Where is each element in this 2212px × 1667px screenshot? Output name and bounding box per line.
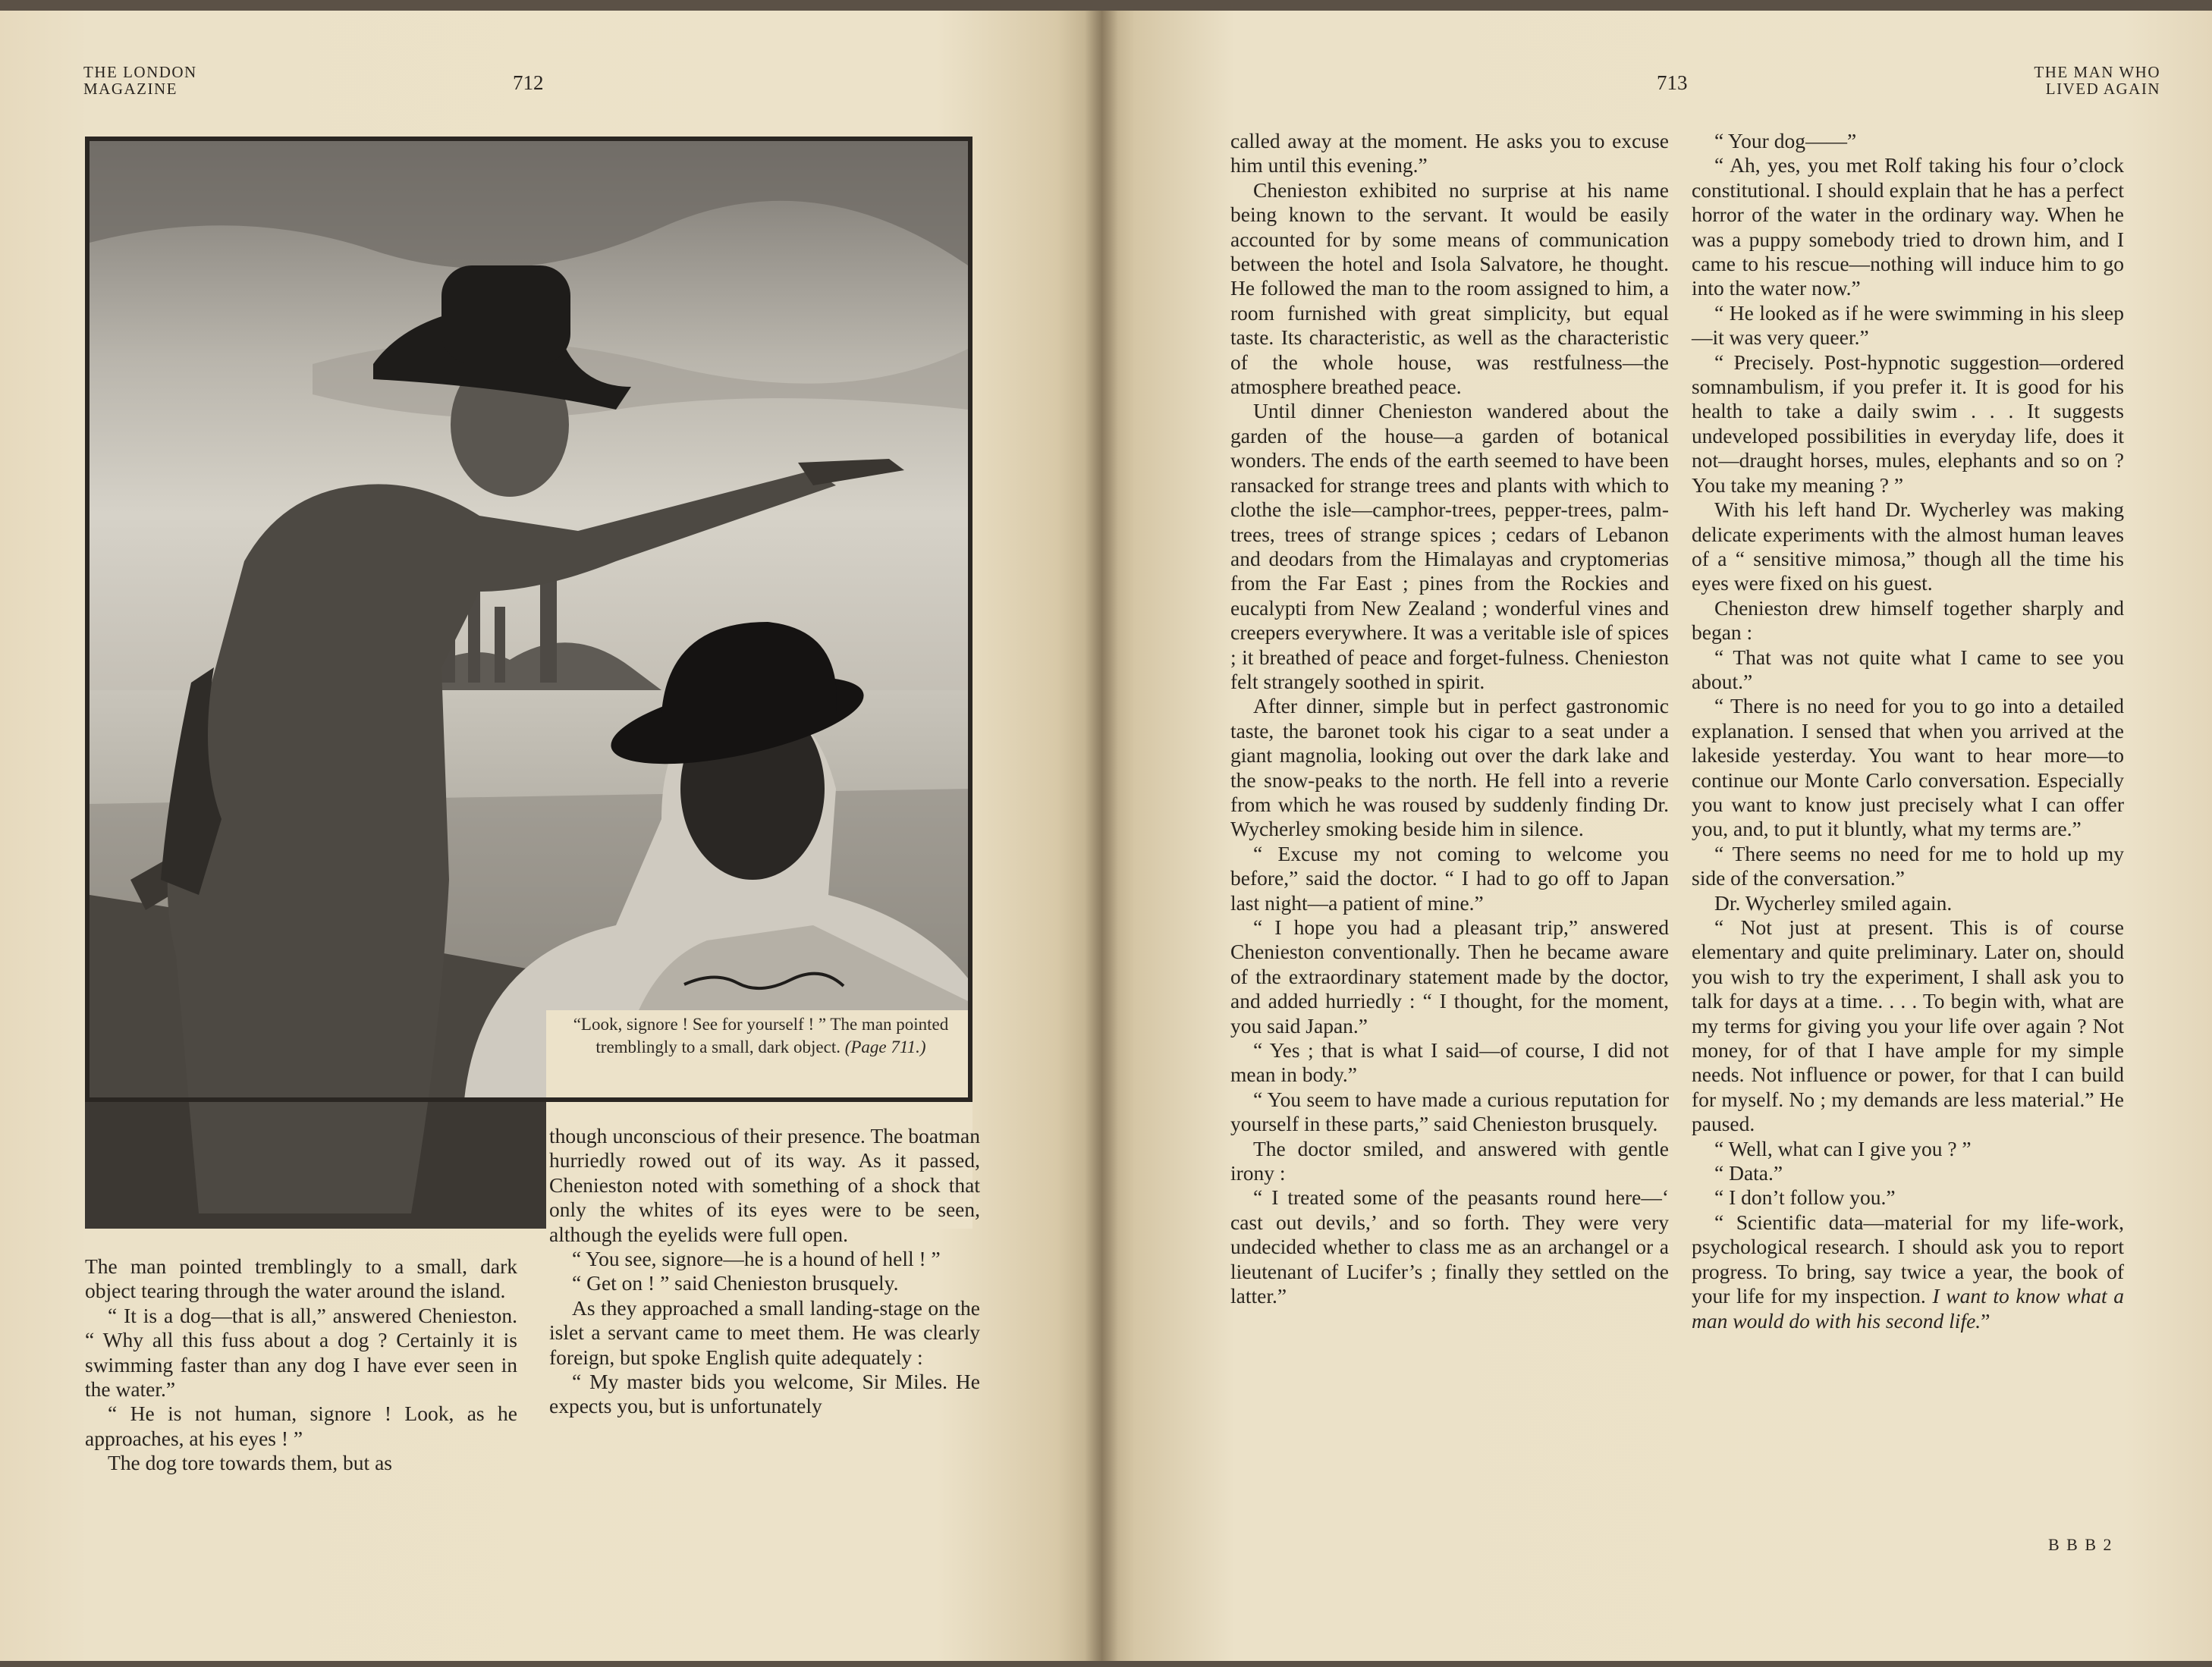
illustration-caption [546,1013,976,1059]
paragraph: The doctor smiled, and answered with gentle irony : [1230,1136,1669,1185]
page-number-left: 712 [513,71,544,94]
caption-page-reference: (Page 711.) [844,1038,926,1056]
paragraph: “ Ah, yes, you met Rolf taking his four o’clock constitutional. I should explain that he has a perfect horror of the water in the ordinary way. When he was a puppy somebody tried to drown him, and I came to his rescue—nothing will induce him to go into the water now.” [1692,153,2124,300]
left-page-column-2 [549,1124,980,1419]
paragraph: “ You seem to have made a curious reputation for yourself in these parts,” said Chenieston brusquely. [1230,1087,1669,1136]
paragraph: “ That was not quite what I came to see you about.” [1692,645,2124,693]
caption-quote: “Look, signore ! See for yourself ! ” The man pointed tremblingly to a small, dark object. [573,1015,949,1056]
illustration-plate [85,137,972,1229]
paragraph: “ Well, what can I give you ? ” [1714,1136,1972,1160]
paragraph: With his left hand Dr. Wycherley was making delicate experiments with the almost human leaves of a “ sensitive mimosa,” though all the time his eyes were fixed on his guest. [1692,498,2124,595]
boatman-illustration [85,137,972,1229]
paragraph: “ Data.” [1714,1161,1783,1185]
paragraph: “ Excuse my not coming to welcome you before,” said the doctor. “ I had to go off to Japan last night—a patient of mine.” [1230,841,1669,915]
right-page [1101,11,2212,1661]
paragraph: Chenieston exhibited no surprise at his name being known to the servant. It would be easily accounted for by some means of communication between the hotel and Isola Salvatore, he thought. He followed the man to the room assigned to him, a room furnished with great simplicity, but equal taste. Its characteristic, as well as the characteristic of the whole house, was restfulness—the atmosphere breathed peace. [1230,177,1669,399]
book-gutter [1085,11,1118,1661]
running-head-left [83,64,197,97]
paragraph: “ Yes ; that is what I said—of course, I did not mean in body.” [1230,1038,1669,1087]
paragraph: “ Get on ! ” said Chenieston brusquely. [572,1271,899,1295]
right-page-column-2 [1692,129,2124,1333]
paragraph: “ Your dog——” [1714,129,1857,152]
left-page [0,11,1101,1661]
paragraph: “ It is a dog—that is all,” answered Chenieston. “ Why all this fuss about a dog ? Certainly it is swimming faster than any dog I have ever seen in the water.” [85,1303,517,1402]
paragraph: “ I hope you had a pleasant trip,” answered Chenieston conventionally. Then he became aware of the extraordinary statement made by the doctor, and added hurriedly : “ I thought, for the moment, you said Japan.” [1230,915,1669,1038]
paragraph: though unconscious of their presence. The boatman hurriedly rowed out of its way. As it passed, Chenieston noted with something of a shock that only the whites of its eyes were to be seen, although the eyelids were full open. [549,1124,980,1246]
paragraph: “ Precisely. Post-hypnotic suggestion—ordered somnambulism, if you prefer it. It is good for his health to take a daily swim . . . It suggests undeveloped possibilities in everyday life, does it not—draught horses, mules, elephants and so on ? You take my meaning ? ” [1692,350,2124,497]
paragraph: “ He is not human, signore ! Look, as he approaches, at his eyes ! ” [85,1402,517,1450]
paragraph: Until dinner Chenieston wandered about the garden of the house—a garden of botanical wonders. The ends of the earth seemed to have been ransacked for strange trees and plants with which to clothe the isle—camphor-trees, pepper-trees, palm-trees, trees of strange spices ; cedars of Lebanon and deodars from the Himalayas and cryptomerias from the Far East ; pines from the Rockies and eucalypti from New Zealand ; wonderful vines and creepers everywhere. It was a veritable isle of spices ; it breathed of peace and forget-fulness. Chenieston felt strangely soothed in spirit. [1230,399,1669,693]
running-head-right-line1: THE MAN WHO [2034,63,2160,81]
closing-italic-sentence: I want to know what a man would do with his second life. [1692,1284,2125,1333]
paragraph: “ You see, signore—he is a hound of hell ! ” [572,1247,941,1271]
paragraph: “ There seems no need for me to hold up my side of the conversation.” [1692,841,2124,890]
paragraph: “ I treated some of the peasants round here—‘ cast out devils,’ and so forth. They were very undecided whether to class me as an archangel or a lieutenant of Lucifer’s ; finally they settled on the latter.” [1230,1185,1669,1308]
paragraph: Dr. Wycherley smiled again. [1714,890,1953,915]
page-number-right: 713 [1657,71,1688,94]
left-page-column-1 [85,1254,517,1476]
running-head-left-line2: MAGAZINE [83,80,178,98]
paragraph: After dinner, simple but in perfect gastronomic taste, the baronet took his cigar to a seat under a giant magnolia, looking out over the dark lake and the snow-peaks to the north. He fell into a reverie from which he was roused by suddenly finding Dr. Wycherley smoking beside him in silence. [1230,694,1669,841]
running-head-right [2034,64,2160,97]
paragraph: “ My master bids you welcome, Sir Miles. He expects you, but is unfortunately [549,1370,980,1418]
paragraph: As they approached a small landing-stage on the islet a servant came to meet them. He was clearly foreign, but spoke English quite adequately : [549,1295,980,1369]
signature-mark: B B B 2 [2048,1535,2113,1554]
paragraph: “ Scientific data—material for my life-work, psychological research. I should ask you to report progress. To bring, say twice a year, the book of your life for my inspection. I want to know what a man would do with his second life.” [1692,1210,2125,1333]
right-page-column-1 [1230,129,1669,1309]
running-head-right-line2: LIVED AGAIN [2045,80,2160,98]
paragraph: “ Not just at present. This is of course elementary and quite preliminary. Later on, should you wish to try the experiment, I shall ask you to talk for days at a time. . . . To begin with, what are my terms for giving you your life over again ? Not money, for of that I have ample for my simple needs. Not influence or power, for that I can build for myself. No ; my demands are less material.” He paused. [1692,915,2124,1136]
paragraph: “ He looked as if he were swimming in his sleep—it was very queer.” [1692,300,2124,350]
paragraph: The dog tore towards them, but as [108,1451,392,1475]
paragraph: The man pointed tremblingly to a small, dark object tearing through the water around the island. [85,1254,517,1303]
paragraph: “ I don’t follow you.” [1714,1185,1896,1210]
paragraph: “ There is no need for you to go into a detailed explanation. I sensed that when you arrived at the lakeside yesterday. You want to hear more—to continue our Monte Carlo conversation. Especially you want to know just precisely what I can offer you, and, to put it bluntly, what my terms are.” [1692,694,2124,841]
paragraph: called away at the moment. He asks you to excuse him until this evening.” [1230,129,1669,177]
closing-quote: ” [1981,1308,1990,1333]
paragraph: Chenieston drew himself together sharply and began : [1692,595,2124,645]
running-head-left-line1: THE LONDON [83,63,197,81]
